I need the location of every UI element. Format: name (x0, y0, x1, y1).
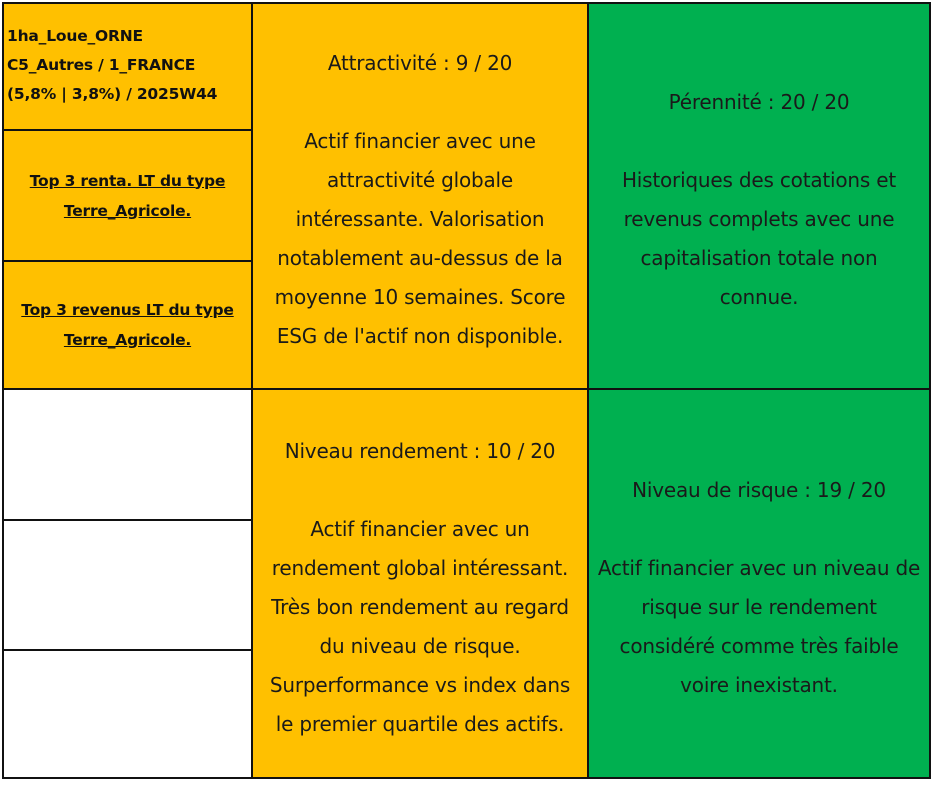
top-revenus-link[interactable]: Top 3 revenus LT du type Terre_Agricole. (21, 301, 234, 349)
risque-cell (587, 388, 931, 779)
rendement-title: Niveau rendement : 10 / 20 (284, 439, 556, 463)
top-renta-link[interactable]: Top 3 renta. LT du type Terre_Agricole. (29, 171, 226, 220)
asset-category: C5_Autres / 1_FRANCE (7, 56, 196, 74)
top-revenus-cell (2, 260, 253, 390)
attractivite-description: Actif financier avec une attractivité globale intéressante. Valorisation notablement au-dessus de la moyenne 10 semaines. Score ESG de l'actif non disponible. (274, 129, 566, 348)
asset-header-cell (2, 2, 253, 131)
rendement-description: Actif financier avec un rendement global intéressant. Très bon rendement au regard du niveau de risque. Surperformance vs index dans le premier quartile des actifs. (269, 517, 571, 736)
attractivite-cell (251, 2, 589, 390)
top-renta-cell (2, 129, 253, 262)
rendement-cell (251, 388, 589, 779)
asset-performance: (5,8% | 3,8%) / 2025W44 (7, 85, 218, 103)
attractivite-title: Attractivité : 9 / 20 (327, 51, 513, 75)
empty-cell-3 (2, 649, 253, 779)
perennite-description: Historiques des cotations et revenus complets avec une capitalisation totale non connue. (621, 168, 897, 309)
risque-title: Niveau de risque : 19 / 20 (632, 478, 886, 502)
asset-name: 1ha_Loue_ORNE (7, 27, 143, 45)
empty-cell-2 (2, 519, 253, 651)
perennite-title: Pérennité : 20 / 20 (668, 90, 850, 114)
perennite-cell (587, 2, 931, 390)
empty-cell-1 (2, 388, 253, 521)
risque-description: Actif financier avec un niveau de risque sur le rendement considéré comme très faible voire inexistant. (597, 556, 921, 697)
